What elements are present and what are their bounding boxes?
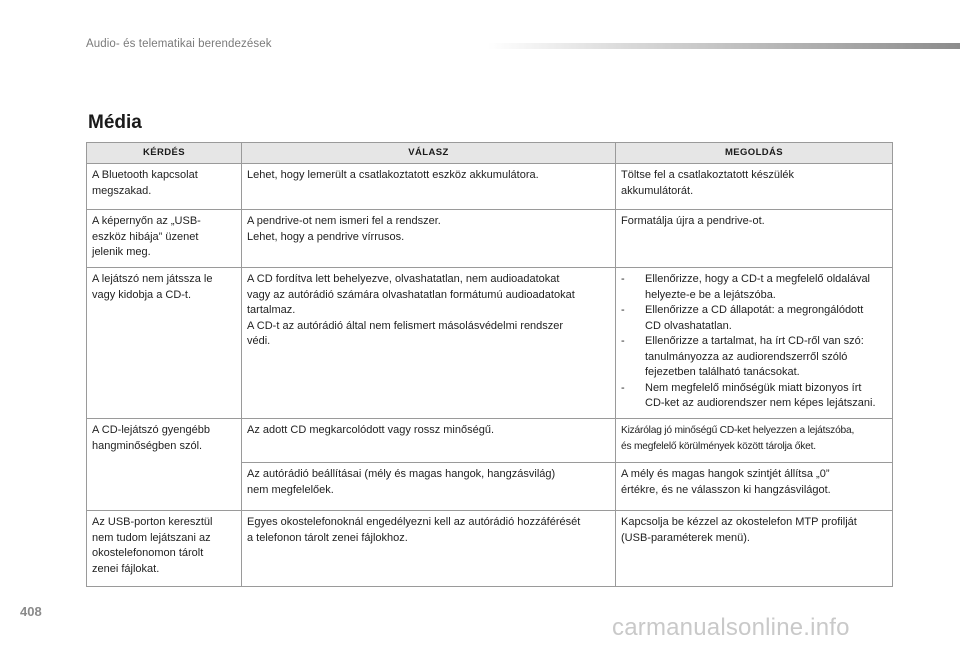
- solution-line: akkumulátorát.: [621, 184, 694, 197]
- solution-line: Kapcsolja be kézzel az okostelefon MTP profilját: [621, 516, 857, 528]
- question-line: eszköz hibája” üzenet: [92, 230, 199, 243]
- answer-line: Az autórádió beállításai (mély és magas hangok, hangzásvilág): [247, 468, 556, 480]
- table-row: [87, 419, 893, 463]
- answer-line: Lehet, hogy a pendrive vírrusos.: [247, 230, 405, 243]
- answer-line: Lehet, hogy lemerült a csatlakoztatott eszköz akkumulátora.: [247, 169, 539, 181]
- solution-line: Kizárólag jó minőségű CD-ket helyezzen a lejátszóba,: [621, 425, 855, 436]
- section-title: Média: [88, 112, 142, 133]
- solution-line: Nem megfelelő minőségük miatt bizonyos írt: [645, 381, 862, 394]
- table-row: [87, 210, 893, 268]
- solution-line: (USB-paraméterek menü).: [621, 531, 750, 544]
- answer-line: tartalmaz.: [247, 304, 296, 316]
- solution-line: és megfelelő körülmények között tárolja őket.: [621, 440, 816, 452]
- answer-line: A CD fordítva lett behelyezve, olvashatatlan, nem audioadatokat: [247, 273, 560, 285]
- answer-line: Az adott CD megkarcolódott vagy rossz minőségű.: [247, 424, 495, 436]
- solution-line: értékre, és ne válasszon ki hangzásvilágot.: [621, 483, 831, 496]
- question-line: hangminőségben szól.: [92, 439, 203, 452]
- solution-list-item: [621, 303, 887, 334]
- question-cell: [87, 268, 242, 419]
- question-line: nem tudom lejátszani az: [92, 531, 211, 544]
- answer-line: A CD-t az autórádió által nem felismert másolásvédelmi rendszer: [247, 319, 564, 332]
- column-header-solution: MEGOLDÁS: [616, 143, 893, 164]
- question-cell: [87, 419, 242, 511]
- solution-line: Ellenőrizze, hogy a CD-t a megfelelő oldalával: [645, 273, 871, 285]
- solution-line: Formatálja újra a pendrive-ot.: [621, 215, 765, 227]
- dash-bullet: -: [621, 304, 625, 316]
- dash-bullet: -: [621, 381, 625, 394]
- solution-list: [621, 272, 887, 412]
- table-row: [87, 511, 893, 587]
- column-header-answer: VÁLASZ: [242, 143, 616, 164]
- solution-cell: [616, 419, 893, 463]
- solution-list-item: [621, 334, 887, 381]
- table-row: [87, 164, 893, 210]
- solution-line: CD olvashatatlan.: [645, 319, 732, 332]
- solution-list-item: [621, 381, 887, 412]
- solution-cell: [616, 210, 893, 268]
- dash-bullet: -: [621, 335, 625, 347]
- solution-cell: [616, 463, 893, 511]
- table-header-row: [87, 143, 893, 164]
- question-line: A lejátszó nem játssza le: [92, 273, 213, 285]
- solution-line: tanulmányozza az audiorendszerről szóló: [645, 350, 848, 363]
- solution-line: CD-ket az audiorendszer nem képes lejátszani.: [645, 397, 876, 409]
- answer-line: Egyes okostelefonoknál engedélyezni kell az autórádió hozzáférését: [247, 516, 581, 528]
- table-row: [87, 268, 893, 419]
- question-line: Az USB-porton keresztül: [92, 516, 213, 528]
- answer-cell: [242, 268, 616, 419]
- solution-line: Töltse fel a csatlakoztatott készülék: [621, 169, 795, 181]
- column-header-question: KÉRDÉS: [87, 143, 242, 164]
- solution-line: helyezte-e be a lejátszóba.: [645, 288, 776, 301]
- solution-line: fejezetben található tanácsokat.: [645, 366, 800, 378]
- solution-line: A mély és magas hangok szintjét állítsa „0”: [621, 468, 830, 480]
- solution-line: Ellenőrizze a CD állapotát: a megrongálódott: [645, 304, 864, 316]
- answer-cell: [242, 210, 616, 268]
- header-gradient-bar: [488, 43, 960, 49]
- question-line: A Bluetooth kapcsolat: [92, 169, 198, 181]
- solution-cell: [616, 511, 893, 587]
- answer-cell: [242, 164, 616, 210]
- solution-cell: [616, 164, 893, 210]
- answer-line: A pendrive-ot nem ismeri fel a rendszer.: [247, 215, 441, 227]
- page-number: 408: [20, 604, 42, 619]
- answer-line: védi.: [247, 335, 271, 347]
- question-line: jelenik meg.: [92, 246, 151, 258]
- solution-line: Ellenőrizze a tartalmat, ha írt CD-ről van szó:: [645, 335, 864, 347]
- question-line: A CD-lejátszó gyengébb: [92, 424, 211, 436]
- solution-list-item: [621, 272, 887, 303]
- question-cell: [87, 511, 242, 587]
- question-line: okostelefonomon tárolt: [92, 547, 204, 559]
- question-line: megszakad.: [92, 184, 152, 197]
- answer-cell: [242, 419, 616, 463]
- troubleshooting-table: [86, 142, 893, 587]
- answer-line: a telefonon tárolt zenei fájlokhoz.: [247, 531, 408, 544]
- question-line: zenei fájlokat.: [92, 562, 160, 575]
- question-line: vagy kidobja a CD-t.: [92, 288, 192, 301]
- dash-bullet: -: [621, 273, 625, 285]
- answer-cell: [242, 463, 616, 511]
- watermark: carmanualsonline.info: [612, 614, 850, 641]
- header-title: Audio- és telematikai berendezések: [86, 38, 272, 50]
- answer-line: vagy az autórádió számára olvashatatlan formátumú audioadatokat: [247, 288, 575, 301]
- question-cell: [87, 164, 242, 210]
- question-cell: [87, 210, 242, 268]
- question-line: A képernyőn az „USB-: [92, 215, 201, 227]
- answer-cell: [242, 511, 616, 587]
- solution-cell: [616, 268, 893, 419]
- answer-line: nem megfelelőek.: [247, 483, 334, 496]
